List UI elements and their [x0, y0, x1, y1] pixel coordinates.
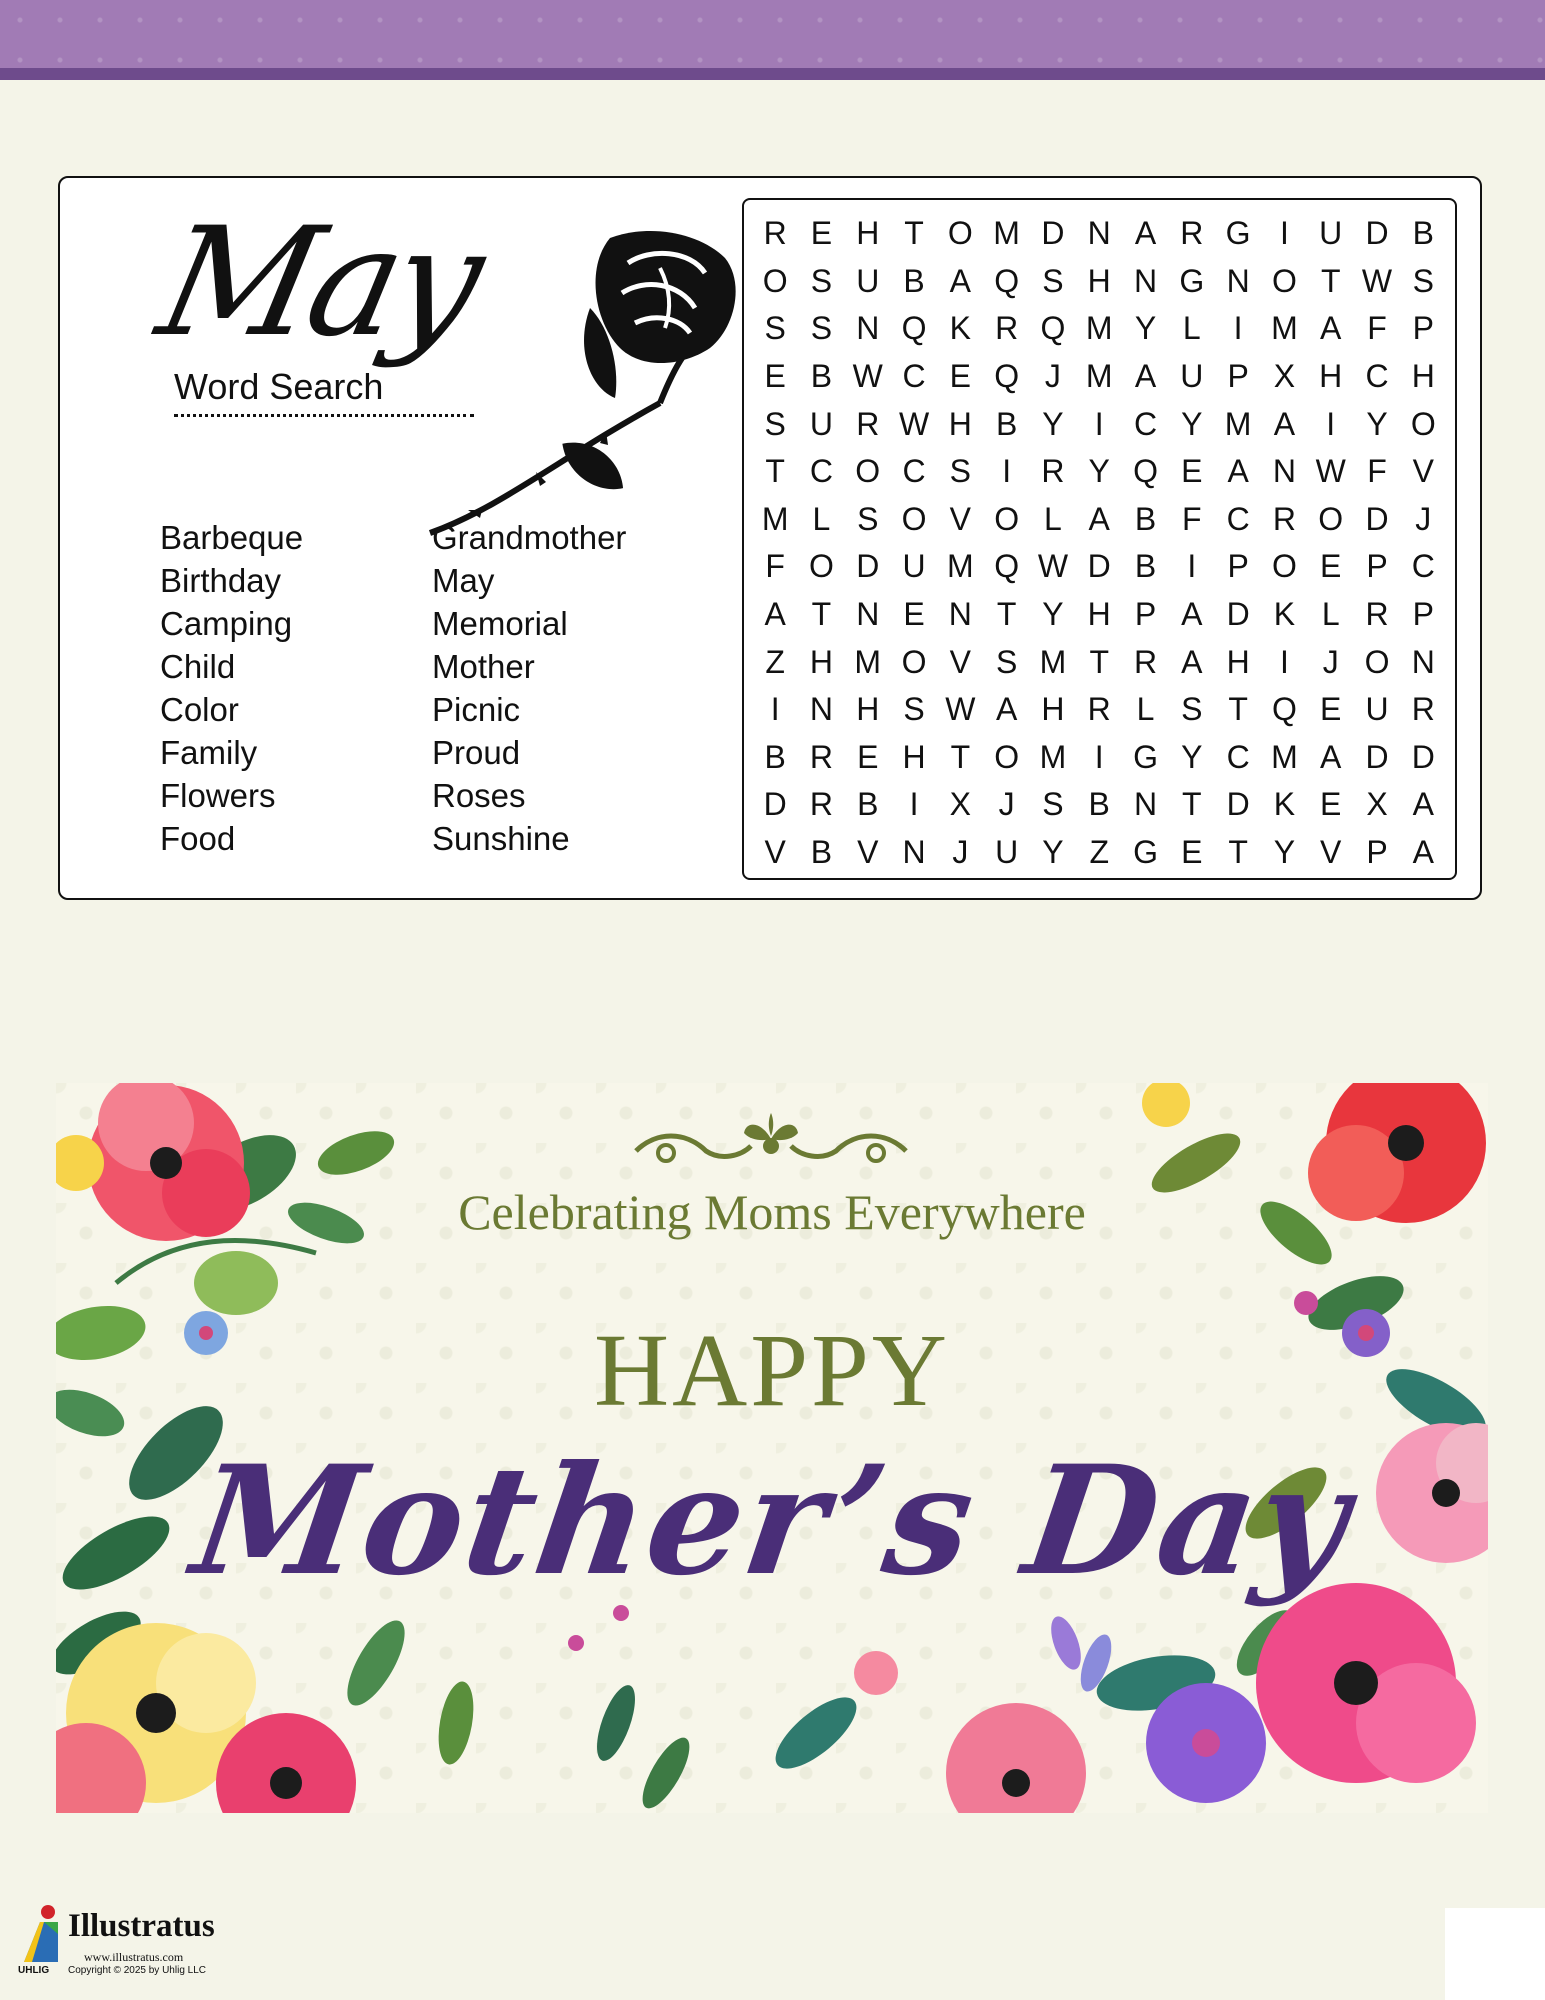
grid-letter: P	[1366, 548, 1388, 585]
word-item: May	[432, 562, 495, 599]
grid-letter: X	[949, 786, 971, 823]
grid-letter: Z	[1089, 834, 1109, 871]
grid-letter: P	[1134, 596, 1157, 633]
grid-letter: N	[856, 310, 880, 347]
word-search-heading	[90, 196, 750, 528]
grid-letter: E	[1181, 453, 1203, 490]
grid-letter: F	[1367, 310, 1387, 347]
grid-letter: D	[1041, 215, 1065, 252]
grid-letter: G	[1133, 738, 1158, 775]
grid-letter: L	[1182, 310, 1201, 347]
grid-letter: P	[1227, 548, 1249, 585]
grid-letter: B	[857, 786, 879, 823]
grid-letter: D	[1411, 738, 1435, 775]
grid-letter: A	[1088, 500, 1110, 537]
grid-letter: A	[1134, 215, 1157, 252]
banner-tagline: Celebrating Moms Everywhere	[458, 1184, 1086, 1240]
corner-blank	[1445, 1908, 1545, 2000]
grid-letter: B	[1134, 548, 1157, 585]
grid-letter: A	[1227, 453, 1249, 490]
grid-letter: D	[763, 786, 787, 823]
logo-company: UHLIG	[18, 1965, 50, 1976]
grid-letter: Q	[1040, 310, 1066, 347]
grid-letter: H	[1087, 262, 1111, 299]
grid-letter: Y	[1134, 310, 1157, 347]
letter-grid-box	[742, 198, 1457, 880]
grid-letter: E	[949, 358, 971, 395]
grid-letter: F	[765, 548, 785, 585]
grid-letter: U	[1365, 691, 1389, 728]
grid-letter: C	[1133, 405, 1158, 442]
grid-letter: O	[809, 548, 834, 585]
grid-letter: K	[1273, 596, 1296, 633]
grid-letter: D	[1365, 215, 1389, 252]
illustratus-logo	[18, 1904, 218, 1984]
grid-letter: S	[810, 262, 833, 299]
grid-letter: T	[1089, 643, 1109, 680]
grid-letter: H	[1087, 596, 1111, 633]
grid-letter: L	[1044, 500, 1062, 537]
word-item: Child	[160, 648, 236, 685]
grid-letter: I	[1094, 405, 1104, 442]
grid-letter: P	[1412, 310, 1434, 347]
grid-letter: B	[995, 405, 1018, 442]
grid-letter: U	[1180, 358, 1204, 395]
grid-letter: N	[1133, 262, 1158, 299]
grid-letter: A	[1181, 643, 1203, 680]
mothers-day-banner	[56, 1083, 1488, 1813]
flourish-icon	[626, 1111, 916, 1171]
logo-brand-name: Illustratus	[68, 1908, 215, 1944]
grid-letter: T	[1228, 691, 1248, 728]
grid-letter: O	[994, 500, 1020, 537]
rose-icon	[360, 228, 750, 538]
grid-letter: I	[909, 786, 919, 823]
grid-letter: Q	[901, 310, 927, 347]
grid-letter: R	[1365, 596, 1389, 633]
grid-letter: U	[995, 834, 1019, 871]
grid-letter: M	[854, 643, 882, 680]
grid-letter: S	[1181, 691, 1203, 728]
grid-letter: C	[902, 358, 926, 395]
grid-letter: O	[994, 738, 1020, 775]
grid-letter: A	[1320, 738, 1342, 775]
grid-letter: W	[898, 405, 930, 442]
grid-letter: S	[764, 310, 786, 347]
grid-letter: U	[809, 405, 833, 442]
grid-letter: M	[993, 215, 1020, 252]
grid-letter: Q	[1133, 453, 1158, 490]
grid-letter: M	[1271, 310, 1298, 347]
word-search-subtitle: Word Search	[174, 366, 474, 417]
grid-letter: X	[1366, 786, 1388, 823]
header-pattern	[0, 0, 1545, 68]
grid-letter: M	[1271, 738, 1298, 775]
grid-letter: R	[995, 310, 1019, 347]
grid-letter: J	[998, 786, 1015, 823]
grid-letter: F	[1367, 453, 1387, 490]
grid-letter: G	[1225, 215, 1251, 252]
grid-letter: H	[856, 215, 880, 252]
grid-letter: C	[1226, 738, 1250, 775]
grid-letter: I	[1094, 738, 1104, 775]
grid-letter: E	[1320, 548, 1342, 585]
grid-letter: V	[949, 500, 971, 537]
grid-letter: B	[1088, 786, 1110, 823]
grid-letter: V	[949, 643, 971, 680]
letter-grid	[752, 210, 1447, 870]
grid-letter: N	[1133, 786, 1158, 823]
word-item: Camping	[160, 605, 293, 642]
grid-letter: A	[1412, 834, 1434, 871]
grid-letter: E	[857, 738, 879, 775]
grid-letter: N	[1272, 453, 1296, 490]
word-item: Birthday	[160, 562, 282, 599]
grid-letter: Y	[1366, 405, 1388, 442]
grid-letter: A	[1412, 786, 1434, 823]
grid-letter: I	[1279, 215, 1289, 252]
grid-letter: A	[764, 596, 786, 633]
grid-letter: S	[764, 405, 786, 442]
grid-letter: R	[1133, 643, 1158, 680]
grid-letter: Z	[765, 643, 785, 680]
grid-letter: S	[949, 453, 971, 490]
grid-letter: C	[1365, 358, 1389, 395]
grid-letter: H	[948, 405, 972, 442]
grid-letter: N	[856, 596, 880, 633]
grid-letter: H	[809, 643, 833, 680]
grid-letter: V	[1320, 834, 1342, 871]
word-item: Barbeque	[160, 519, 304, 556]
grid-letter: M	[761, 500, 789, 537]
grid-letter: B	[903, 262, 925, 299]
grid-letter: Y	[1042, 405, 1064, 442]
grid-letter: E	[1320, 691, 1342, 728]
grid-letter: C	[809, 453, 833, 490]
grid-letter: I	[1187, 548, 1197, 585]
grid-letter: Y	[1181, 738, 1203, 775]
word-item: Roses	[432, 777, 526, 814]
grid-letter: S	[1042, 786, 1064, 823]
grid-letter: D	[856, 548, 880, 585]
grid-letter: Y	[1088, 453, 1110, 490]
grid-letter: H	[902, 738, 926, 775]
word-item: Memorial	[432, 605, 568, 642]
grid-letter: L	[812, 500, 831, 537]
grid-letter: B	[1412, 215, 1434, 252]
grid-letter: R	[809, 786, 833, 823]
grid-letter: N	[1087, 215, 1111, 252]
grid-letter: A	[1273, 405, 1296, 442]
grid-letter: T	[996, 596, 1017, 633]
grid-letter: D	[1365, 500, 1389, 537]
grid-letter: M	[1039, 738, 1067, 775]
grid-letter: T	[811, 596, 832, 633]
grid-letter: L	[1136, 691, 1155, 728]
grid-letter: M	[1085, 310, 1113, 347]
grid-letter: T	[765, 453, 785, 490]
word-item: Color	[160, 691, 239, 728]
grid-letter: R	[763, 215, 787, 252]
grid-letter: Q	[994, 358, 1020, 395]
grid-letter: Y	[1273, 834, 1296, 871]
grid-letter: M	[947, 548, 974, 585]
grid-letter: O	[901, 643, 927, 680]
grid-letter: O	[855, 453, 881, 490]
grid-letter: W	[1361, 262, 1393, 299]
word-item: Food	[160, 820, 236, 857]
grid-letter: N	[1226, 262, 1250, 299]
grid-letter: E	[764, 358, 786, 395]
grid-letter: V	[857, 834, 879, 871]
grid-letter: H	[1041, 691, 1065, 728]
banner-happy: HAPPY	[594, 1313, 950, 1428]
grid-letter: Q	[994, 548, 1020, 585]
grid-letter: O	[1271, 548, 1297, 585]
grid-letter: E	[1320, 786, 1342, 823]
grid-letter: J	[1044, 358, 1061, 395]
illustratus-logo-icon	[18, 1904, 66, 1964]
grid-letter: U	[1319, 215, 1343, 252]
grid-letter: O	[762, 262, 788, 299]
grid-letter: E	[903, 596, 925, 633]
grid-letter: P	[1412, 596, 1434, 633]
grid-letter: K	[949, 310, 971, 347]
word-item: Sunshine	[432, 820, 570, 857]
grid-letter: J	[1322, 643, 1339, 680]
logo-url: www.illustratus.com	[84, 1950, 184, 1964]
word-item: Flowers	[160, 777, 276, 814]
grid-letter: K	[1273, 786, 1296, 823]
grid-letter: A	[949, 262, 971, 299]
grid-letter: P	[1366, 834, 1388, 871]
grid-letter: S	[1042, 262, 1064, 299]
grid-letter: Y	[1181, 405, 1203, 442]
grid-letter: N	[1411, 643, 1435, 680]
grid-letter: D	[1087, 548, 1111, 585]
grid-letter: P	[1227, 358, 1249, 395]
grid-letter: A	[1320, 310, 1342, 347]
grid-letter: T	[1228, 834, 1248, 871]
word-item: Grandmother	[432, 519, 627, 556]
grid-letter: J	[1415, 500, 1432, 537]
grid-letter: N	[809, 691, 833, 728]
grid-letter: S	[1412, 262, 1434, 299]
grid-letter: I	[1326, 405, 1336, 442]
grid-letter: Q	[1271, 691, 1297, 728]
grid-letter: B	[810, 358, 833, 395]
grid-letter: X	[1273, 358, 1296, 395]
grid-letter: W	[1315, 453, 1346, 490]
word-search-card	[58, 176, 1482, 900]
grid-letter: B	[810, 834, 833, 871]
banner-title: Mother’s Day	[183, 1433, 1361, 1609]
grid-letter: R	[1272, 500, 1296, 537]
grid-letter: B	[1134, 500, 1157, 537]
grid-letter: R	[1041, 453, 1065, 490]
grid-letter: U	[856, 262, 880, 299]
grid-letter: U	[902, 548, 926, 585]
grid-letter: L	[1321, 596, 1340, 633]
logo-copyright: Copyright © 2025 by Uhlig LLC	[68, 1965, 206, 1976]
grid-letter: N	[948, 596, 972, 633]
grid-letter: C	[1411, 548, 1435, 585]
grid-letter: O	[1318, 500, 1344, 537]
grid-letter: S	[995, 643, 1018, 680]
grid-letter: H	[1319, 358, 1343, 395]
grid-letter: W	[852, 358, 883, 395]
grid-letter: M	[1085, 358, 1113, 395]
grid-letter: C	[902, 453, 926, 490]
grid-letter: M	[1039, 643, 1067, 680]
grid-letter: R	[1411, 691, 1435, 728]
grid-letter: O	[1410, 405, 1436, 442]
grid-letter: T	[950, 738, 971, 775]
grid-letter: R	[1180, 215, 1204, 252]
grid-letter: H	[856, 691, 880, 728]
grid-letter: B	[764, 738, 786, 775]
grid-letter: E	[1181, 834, 1203, 871]
grid-letter: V	[1412, 453, 1434, 490]
grid-letter: D	[1226, 596, 1250, 633]
grid-letter: G	[1179, 262, 1205, 299]
grid-letter: M	[1224, 405, 1252, 442]
header-band	[0, 0, 1545, 80]
grid-letter: Y	[1042, 834, 1064, 871]
grid-letter: I	[770, 691, 780, 728]
grid-letter: N	[902, 834, 926, 871]
grid-letter: Q	[994, 262, 1020, 299]
word-item: Proud	[432, 734, 521, 771]
grid-letter: E	[810, 215, 833, 252]
grid-letter: A	[995, 691, 1018, 728]
word-item: Mother	[432, 648, 535, 685]
grid-letter: R	[856, 405, 880, 442]
grid-letter: I	[1002, 453, 1012, 490]
grid-letter: I	[1279, 643, 1289, 680]
word-list	[160, 516, 680, 876]
grid-letter: J	[952, 834, 969, 871]
grid-letter: W	[1037, 548, 1069, 585]
grid-letter: W	[945, 691, 976, 728]
grid-letter: S	[810, 310, 833, 347]
grid-letter: S	[857, 500, 879, 537]
grid-letter: T	[904, 215, 924, 252]
grid-letter: T	[1320, 262, 1341, 299]
grid-letter: I	[1233, 310, 1243, 347]
word-item: Picnic	[432, 691, 521, 728]
grid-letter: F	[1182, 500, 1202, 537]
grid-letter: A	[1181, 596, 1203, 633]
grid-letter: H	[1226, 643, 1250, 680]
grid-letter: H	[1411, 358, 1435, 395]
grid-letter: C	[1226, 500, 1250, 537]
word-search-title: May	[145, 196, 493, 370]
grid-letter: G	[1133, 834, 1158, 871]
grid-letter: S	[903, 691, 925, 728]
grid-letter: V	[764, 834, 786, 871]
grid-letter: O	[1364, 643, 1390, 680]
grid-letter: D	[1226, 786, 1250, 823]
grid-letter: R	[809, 738, 833, 775]
grid-letter: A	[1134, 358, 1157, 395]
grid-letter: O	[901, 500, 927, 537]
grid-letter: O	[1271, 262, 1297, 299]
word-item: Family	[160, 734, 258, 771]
grid-letter: T	[1182, 786, 1202, 823]
grid-letter: O	[947, 215, 973, 252]
grid-letter: D	[1365, 738, 1389, 775]
grid-letter: R	[1087, 691, 1111, 728]
grid-letter: Y	[1042, 596, 1064, 633]
